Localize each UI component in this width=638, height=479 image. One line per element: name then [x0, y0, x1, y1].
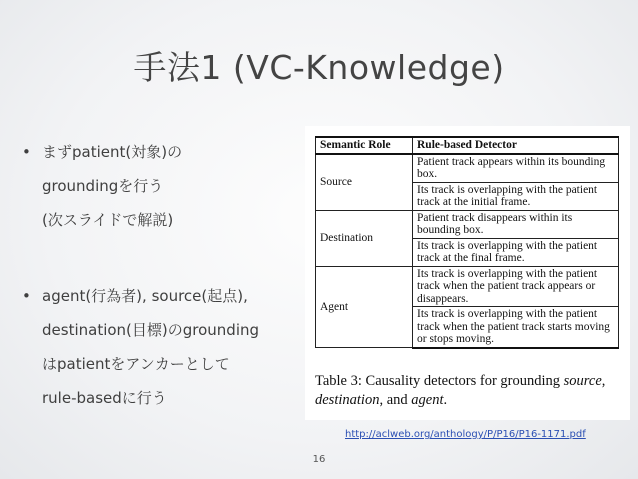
bullet-line: まずpatient(対象)の [42, 143, 183, 161]
rule-cell: Patient track disappears within its bounding box. [413, 210, 619, 238]
bullet-line: agent(行為者), source(起点), [42, 287, 248, 305]
role-cell-destination: Destination [316, 210, 413, 266]
bullet-line: destination(目標)のgrounding [42, 321, 260, 339]
caption-separator: , and [379, 392, 408, 408]
table-figure [305, 126, 630, 420]
caption-label: Table 3: [315, 373, 362, 389]
bullet-line: rule-basedに行う [42, 389, 167, 407]
table-header-row [316, 137, 619, 154]
rule-cell: Its track is overlapping with the patient track when the patient track appears or disappears. [413, 266, 619, 307]
causality-table [315, 136, 619, 349]
role-cell-source: Source [316, 154, 413, 211]
table-row [316, 266, 619, 307]
page-number: 16 [312, 454, 326, 465]
caption-separator: , [601, 373, 606, 389]
role-cell-agent: Agent [316, 266, 413, 348]
caption-term-agent: agent [411, 392, 444, 408]
bullet-text-patient-grounding [42, 135, 292, 237]
bullet-marker: • [22, 287, 31, 305]
table-row [316, 210, 619, 238]
caption-term-source: source [563, 373, 602, 389]
bullet-line: groundingを行う [42, 177, 164, 195]
caption-term-destination: destination [315, 392, 380, 408]
table-caption [315, 372, 627, 410]
source-link[interactable]: http://aclweb.org/anthology/P/P16/P16-1171.pdf [345, 429, 586, 440]
bullet-text-role-grounding [42, 279, 292, 415]
table-row [316, 154, 619, 183]
slide-title: 手法1 (VC-Knowledge) [133, 48, 505, 87]
table-header: Rule-based Detector [413, 137, 619, 154]
rule-cell: Its track is overlapping with the patient track at the final frame. [413, 238, 619, 266]
caption-end: . [443, 392, 448, 408]
rule-cell: Patient track appears within its bounding box. [413, 154, 619, 183]
bullet-line: (次スライドで解説) [42, 211, 174, 229]
rule-cell: Its track is overlapping with the patient track when the patient track starts moving or stops moving. [413, 307, 619, 348]
bullet-line: はpatientをアンカーとして [42, 355, 230, 373]
table-header: Semantic Role [316, 137, 413, 154]
caption-text: Causality detectors for grounding [365, 373, 561, 389]
rule-cell: Its track is overlapping with the patient track at the initial frame. [413, 182, 619, 210]
bullet-marker: • [22, 143, 31, 161]
